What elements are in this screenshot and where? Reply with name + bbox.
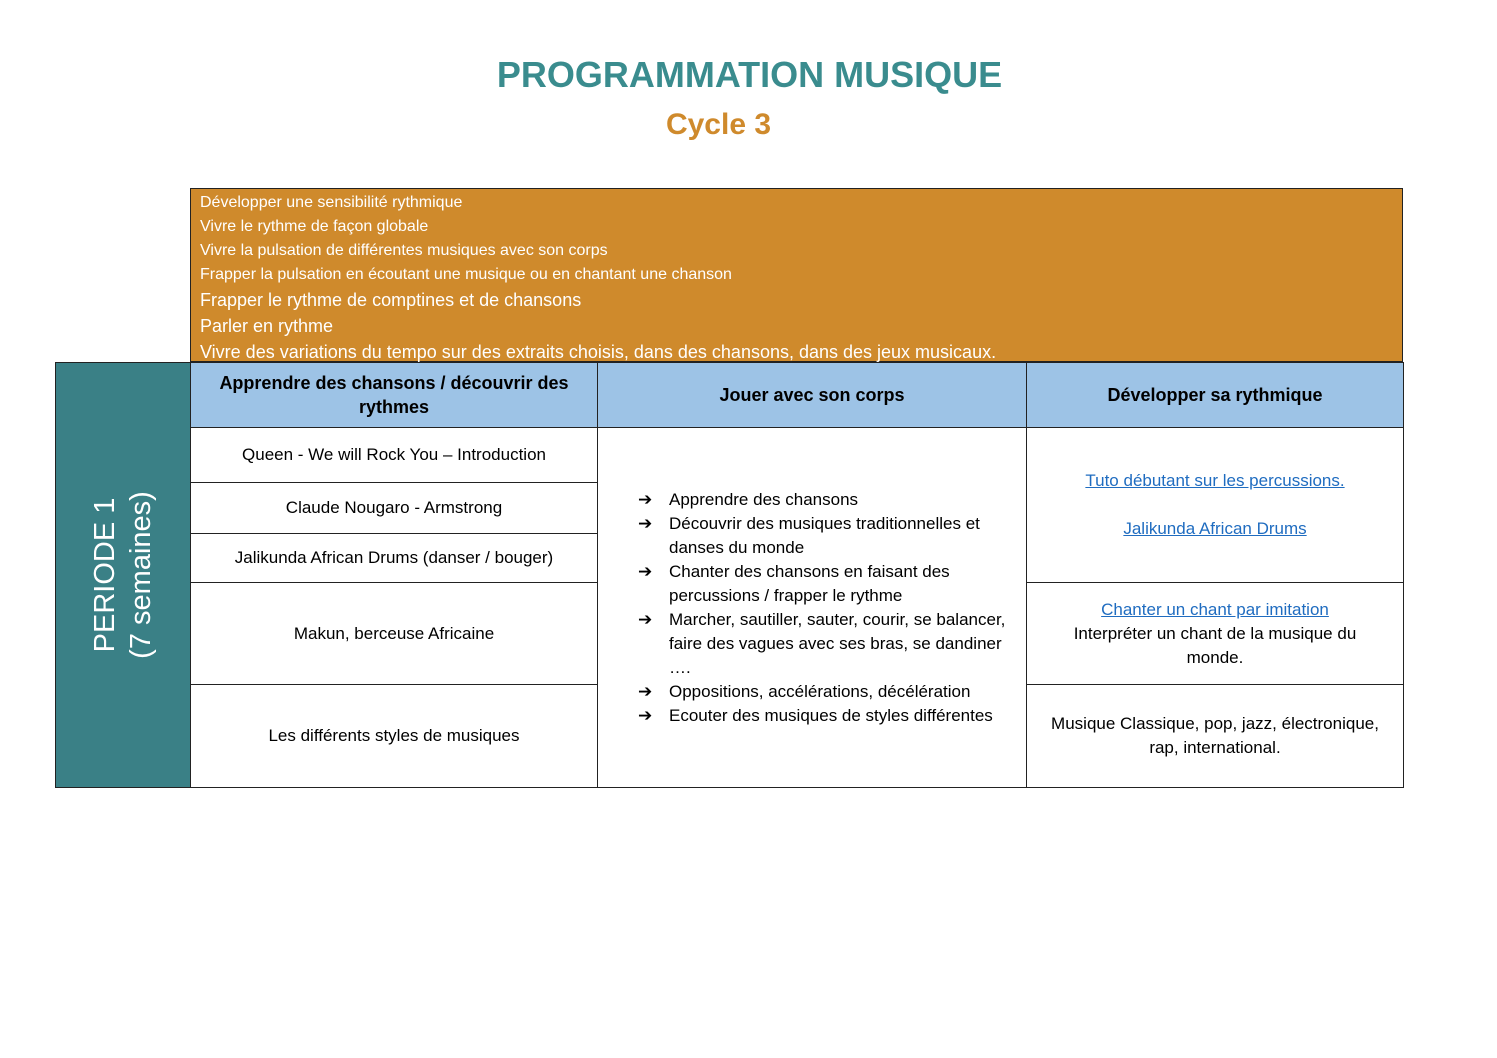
- body-activities-list: [636, 488, 1016, 728]
- list-item: ➔ Ecouter des musiques de styles différentes: [636, 704, 1016, 728]
- song-row: Makun, berceuse Africaine: [190, 582, 598, 685]
- objective-item: Frapper la pulsation en écoutant une musique ou en chantant une chanson: [200, 266, 732, 283]
- arrow-right-icon: ➔: [638, 681, 653, 701]
- objectives-banner: [190, 188, 1403, 362]
- song-row: Les différents styles de musiques: [190, 684, 598, 788]
- page-title: PROGRAMMATION MUSIQUE: [496, 54, 1003, 95]
- rhythm-links-cell: [1026, 427, 1404, 583]
- body-activities-cell: [597, 427, 1027, 788]
- objective-item: Vivre des variations du tempo sur des extraits choisis, dans des chansons, dans des jeux musicaux.: [200, 342, 997, 362]
- list-item: ➔ Oppositions, accélérations, décélération: [636, 680, 1016, 704]
- percussion-tutorial-link[interactable]: Tuto débutant sur les percussions.: [1085, 471, 1345, 490]
- list-item: ➔ Apprendre des chansons: [636, 488, 1016, 512]
- song-row: Queen - We will Rock You – Introduction: [190, 427, 598, 483]
- list-item: ➔ Chanter des chansons en faisant des percussions / frapper le rythme: [638, 561, 950, 605]
- chant-description: Interpréter un chant de la musique du monde.: [1073, 623, 1357, 667]
- arrow-right-icon: ➔: [638, 609, 653, 629]
- column-header-songs: Apprendre des chansons / découvrir des rythmes: [190, 362, 598, 428]
- jalikunda-link[interactable]: Jalikunda African Drums: [1123, 519, 1307, 538]
- objective-item: Vivre la pulsation de différentes musiques avec son corps: [200, 242, 608, 259]
- objective-item: Parler en rythme: [200, 316, 334, 336]
- column-header-body: Jouer avec son corps: [597, 362, 1027, 428]
- period-name: PERIODE 1: [89, 497, 121, 653]
- column-header-rhythm: Développer sa rythmique: [1026, 362, 1404, 428]
- list-item: ➔ Marcher, sautiller, sauter, courir, se balancer, faire des vagues avec ses bras, se dandiner ….: [638, 609, 1006, 677]
- page-subtitle: Cycle 3: [665, 108, 772, 141]
- rhythm-chant-cell: [1026, 582, 1404, 685]
- arrow-right-icon: ➔: [638, 489, 653, 509]
- objective-item: Frapper le rythme de comptines et de chansons: [200, 290, 582, 310]
- period-duration: (7 semaines): [125, 491, 157, 659]
- arrow-right-icon: ➔: [638, 561, 653, 581]
- chant-imitation-link[interactable]: Chanter un chant par imitation: [1101, 599, 1329, 619]
- song-row: Claude Nougaro - Armstrong: [190, 482, 598, 534]
- list-item: ➔ Découvrir des musiques traditionnelles et danses du monde: [638, 513, 980, 557]
- arrow-right-icon: ➔: [638, 513, 653, 533]
- period-label: [55, 362, 191, 788]
- objective-item: Développer une sensibilité rythmique: [200, 194, 463, 211]
- music-styles-cell: Musique Classique, pop, jazz, électronique, rap, international.: [1026, 684, 1404, 788]
- objective-item: Vivre le rythme de façon globale: [200, 218, 429, 235]
- arrow-right-icon: ➔: [638, 705, 653, 725]
- song-row: Jalikunda African Drums (danser / bouger): [190, 533, 598, 583]
